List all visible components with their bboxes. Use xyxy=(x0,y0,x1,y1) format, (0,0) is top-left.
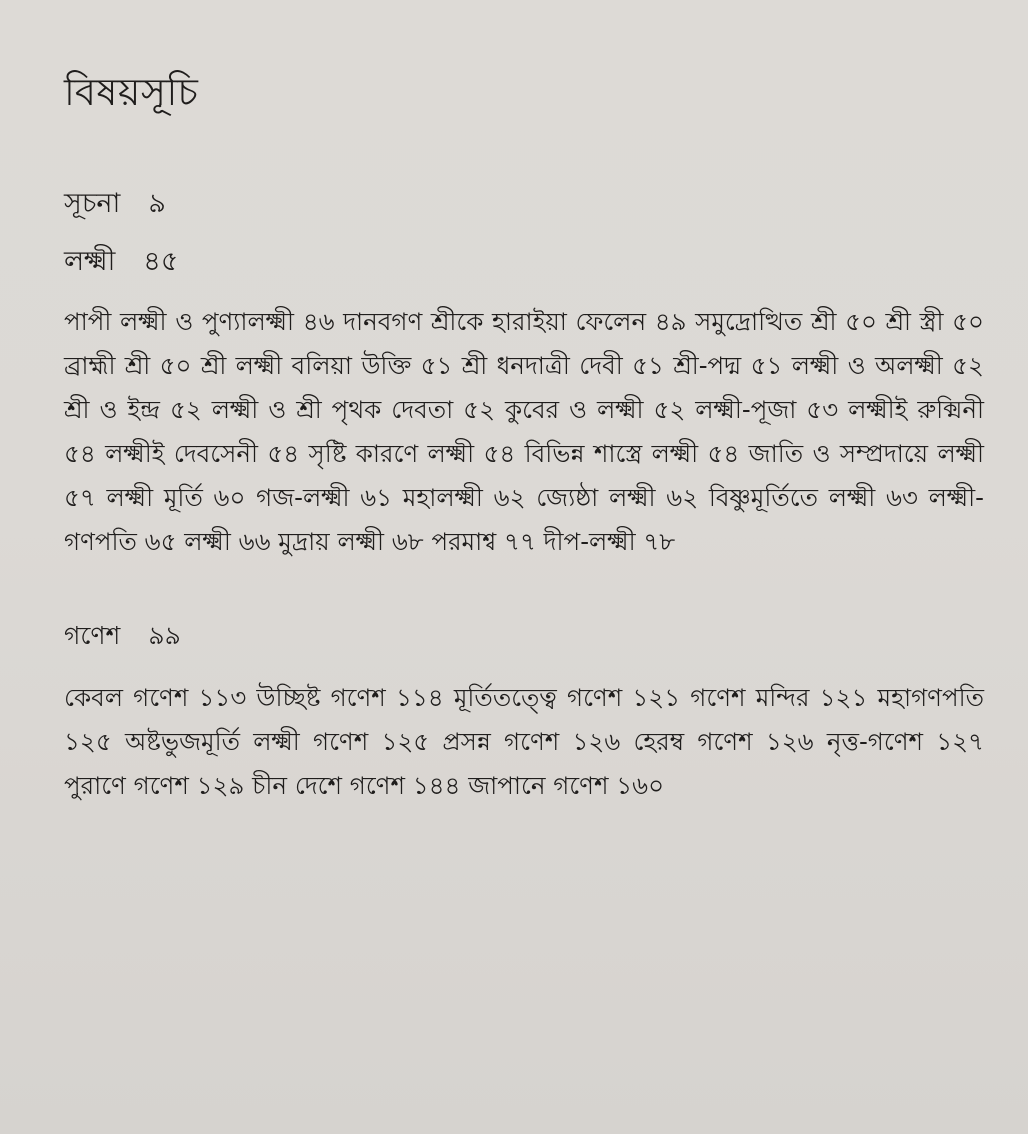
section-spacer xyxy=(64,564,988,616)
ganesh-subsections: কেবল গণেশ ১১৩ উচ্ছিষ্ট গণেশ ১১৪ মূর্তিতত্ত্বে গণেশ ১২১ গণেশ মন্দির ১২১ মহাগণপতি ১২৫ অষ্টভুজমূর্তি লক্ষ্মী গণেশ ১২৫ প্রসন্ন গণেশ ১২৬ হেরম্ব গণেশ ১২৬ নৃত্ত-গণেশ ১২৭ পুরাণে গণেশ ১২৯ চীন দেশে গণেশ ১৪৪ জাপানে গণেশ ১৬০ xyxy=(64,683,984,800)
chapter-page-number: ৯৯ xyxy=(148,621,181,650)
chapter-name: গণেশ xyxy=(64,621,121,650)
chapter-page-number: ৯ xyxy=(148,188,166,219)
chapter-page-number: ৪৫ xyxy=(143,246,179,277)
chapter-name: সূচনা xyxy=(64,188,121,219)
chapter-entry-ganesh xyxy=(64,616,988,656)
chapter-entry-intro xyxy=(64,184,988,224)
chapter-entry-lakshmi xyxy=(64,242,988,282)
lakshmi-subsections: পাপী লক্ষ্মী ও পুণ্যালক্ষ্মী ৪৬ দানবগণ শ্রীকে হারাইয়া ফেলেন ৪৯ সমুদ্রোত্থিত শ্রী ৫০ শ্রী স্ত্রী ৫০ ব্রাহ্মী শ্রী ৫০ শ্রী লক্ষ্মী বলিয়া উক্তি ৫১ শ্রী ধনদাত্রী দেবী ৫১ শ্রী-পদ্ম ৫১ লক্ষ্মী ও অলক্ষ্মী ৫২ শ্রী ও ইন্দ্র ৫২ লক্ষ্মী ও শ্রী পৃথক দেবতা ৫২ কুবের ও লক্ষ্মী ৫২ লক্ষ্মী-পূজা ৫৩ লক্ষ্মীই রুক্মিনী ৫৪ লক্ষ্মীই দেবসেনী ৫৪ সৃষ্টি কারণে লক্ষ্মী ৫৪ বিভিন্ন শাস্ত্রে লক্ষ্মী ৫৪ জাতি ও সম্প্রদায়ে লক্ষ্মী ৫৭ লক্ষ্মী মূর্তি ৬০ গজ-লক্ষ্মী ৬১ মহালক্ষ্মী ৬২ জ্যেষ্ঠা লক্ষ্মী ৬২ বিষ্ণুমূর্তিতে লক্ষ্মী ৬৩ লক্ষ্মী- গণপতি ৬৫ লক্ষ্মী ৬৬ মুদ্রায় লক্ষ্মী ৬৮ পরমাশ্ব ৭৭ দীপ-লক্ষ্মী ৭৮ xyxy=(64,307,984,556)
chapter-name: লক্ষ্মী xyxy=(64,246,116,277)
page-title: বিষয়সূচি xyxy=(64,70,199,114)
